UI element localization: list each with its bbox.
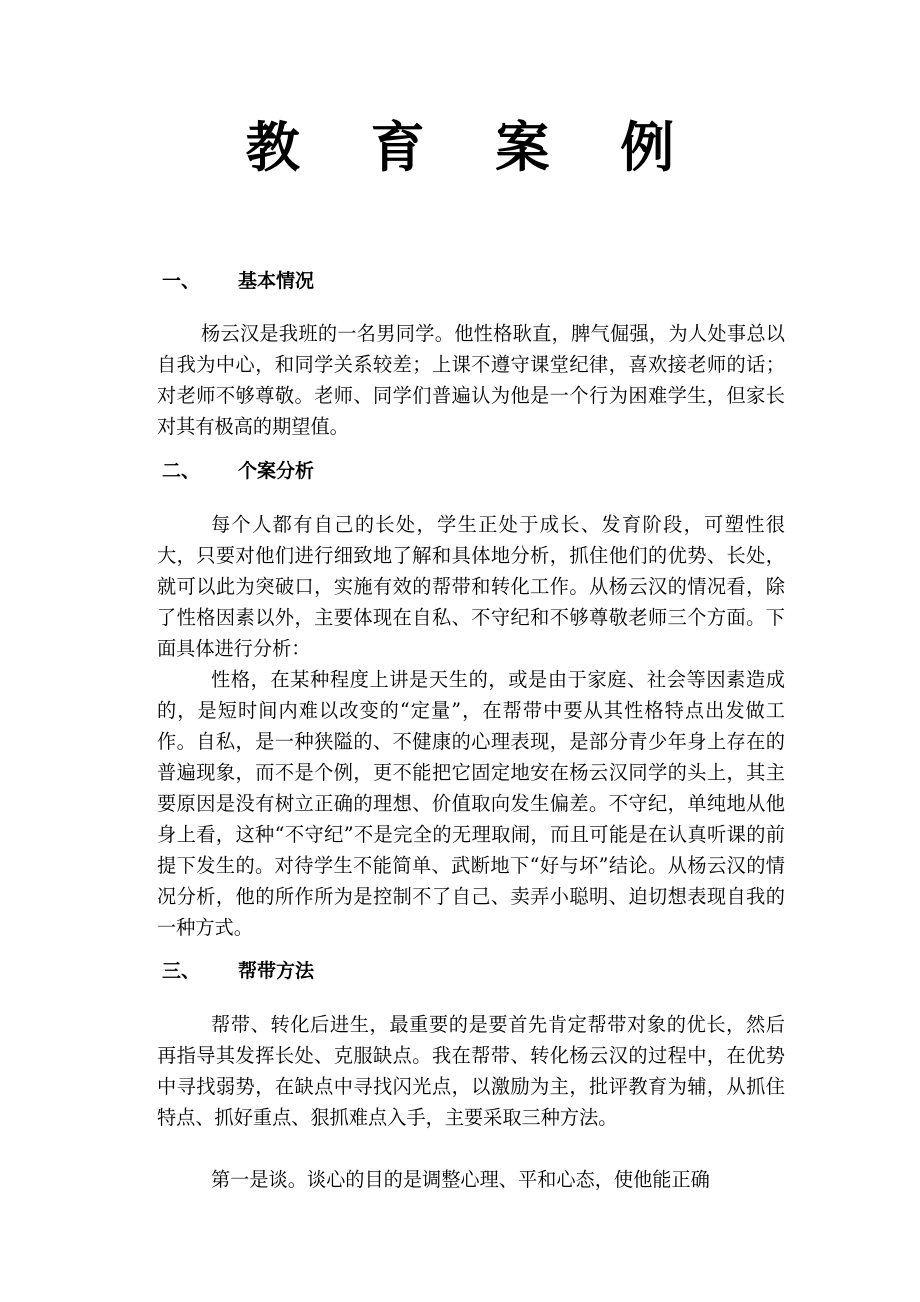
paragraph: 杨云汉是我班的一名男同学。他性格耿直，脾气倔强，为人处事总以自我为中心，和同学关系较差；上课不遵守课堂纪律，喜欢接老师的话；对老师不够尊敬。老师、同学们普遍认为他是一个行为困难学生，但家长对其有极高的期望值。 [157, 322, 785, 438]
section-heading-1 [162, 268, 314, 294]
document-title: 教 育 案 例 [245, 116, 701, 179]
paragraph: 帮带、转化后进生，最重要的是要首先肯定帮带对象的优长，然后再指导其发挥长处、克服缺点。我在帮带、转化杨云汉的过程中，在优势中寻找弱势，在缺点中寻找闪光点，以激励为主，批评教育为辅，从抓住特点、抓好重点、狠抓难点入手，主要采取三种方法。 [157, 1013, 785, 1129]
paragraph: 性格，在某种程度上讲是天生的，或是由于家庭、社会等因素造成的，是短时间内难以改变的“定量”，在帮带中要从其性格特点出发做工作。自私，是一种狭隘的、不健康的心理表现，是部分青少年身上存在的普遍现象，而不是个例，更不能把它固定地安在杨云汉同学的头上，其主要原因是没有树立正确的理想、价值取向发生偏差。不守纪，单纯地从他身上看，这种“不守纪”不是完全的无理取闹，而且可能是在认真听课的前提下发生的。对待学生不能简单、武断地下“好与坏”结论。从杨云汉的情况分析，他的所作所为是控制不了自己、卖弄小聪明、迫切想表现自我的一种方式。 [157, 668, 785, 939]
section-heading-3 [162, 958, 314, 984]
section-title: 基本情况 [238, 270, 315, 292]
paragraph: 第一是谈。谈心的目的是调整心理、平和心态，使他能正确 [211, 1168, 710, 1191]
section-heading-2 [162, 458, 314, 484]
section-title: 个案分析 [238, 460, 315, 482]
paragraph: 每个人都有自己的长处，学生正处于成长、发育阶段，可塑性很大，只要对他们进行细致地了解和具体地分析，抓住他们的优势、长处，就可以此为突破口，实施有效的帮带和转化工作。从杨云汉的情况看，除了性格因素以外，主要体现在自私、不守纪和不够尊敬老师三个方面。下面具体进行分析： [157, 513, 785, 660]
section-title: 帮带方法 [238, 960, 315, 982]
section-number: 一、 [162, 270, 201, 292]
section-number: 三、 [162, 960, 201, 982]
section-number: 二、 [162, 460, 201, 482]
